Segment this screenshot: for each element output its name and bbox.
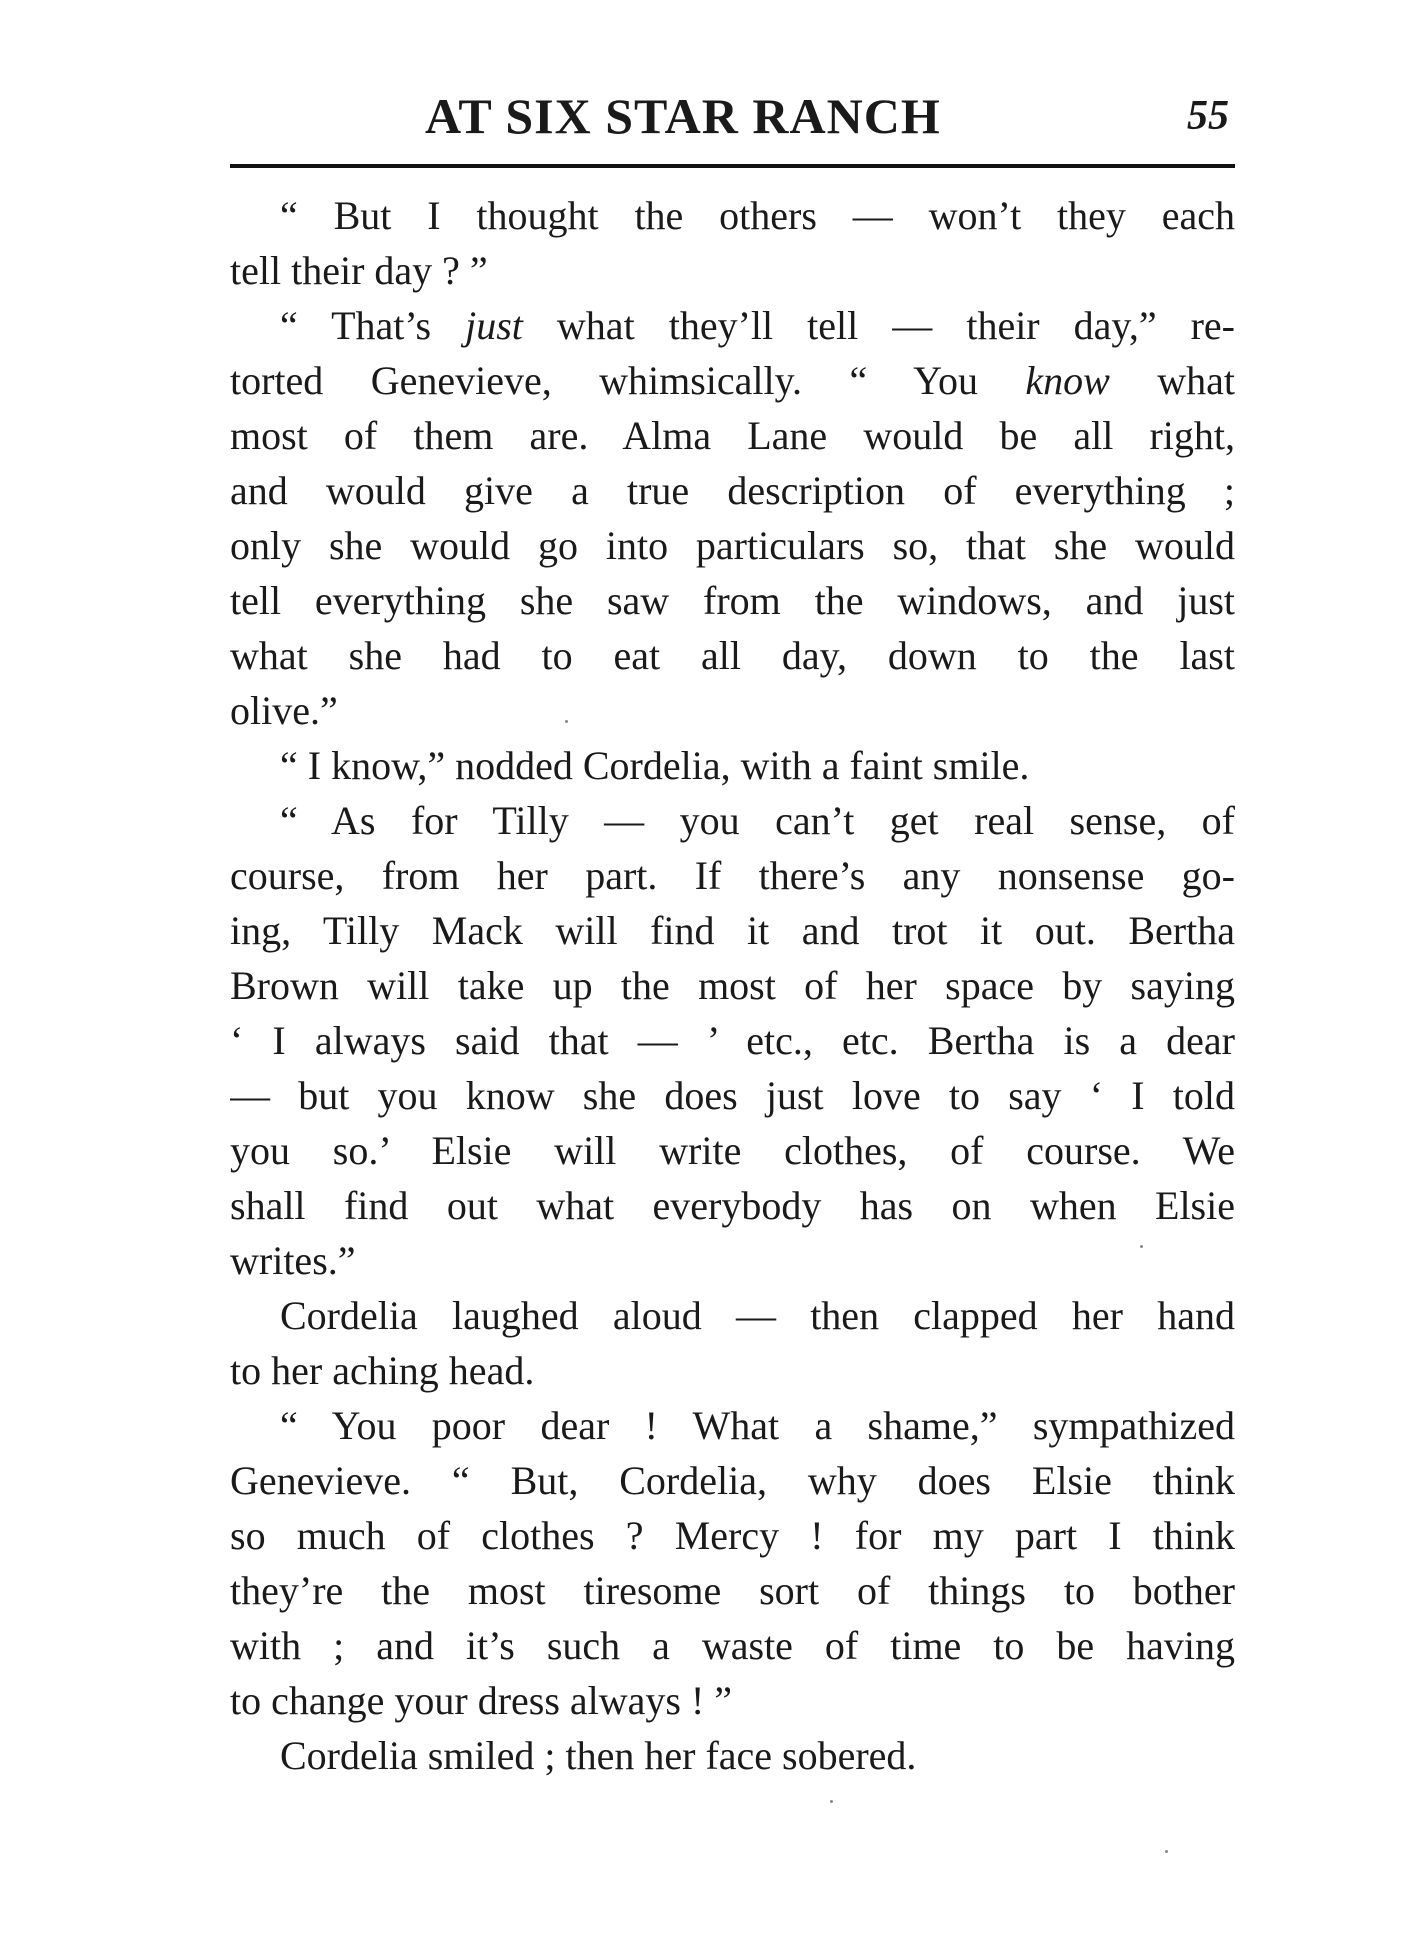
- text-line: and would give a true description of everything ;: [230, 468, 1235, 513]
- text-line: Brown will take up the most of her space by saying: [230, 963, 1235, 1008]
- text-line: with ; and it’s such a waste of time to be having: [230, 1623, 1235, 1668]
- text-line: only she would go into particulars so, that she would: [230, 523, 1235, 568]
- text-line: “ But I thought the others — won’t they each: [280, 193, 1235, 238]
- text-line: Genevieve. “ But, Cordelia, why does Elsie think: [230, 1458, 1235, 1503]
- text-line: “ As for Tilly — you can’t get real sense, of: [280, 798, 1235, 843]
- text-line: tell their day ? ”: [230, 248, 488, 293]
- text-line: Cordelia laughed aloud — then clapped her hand: [280, 1293, 1235, 1338]
- text-line: course, from her part. If there’s any nonsense go-: [230, 853, 1235, 898]
- header-rule: [230, 164, 1235, 168]
- text-line: so much of clothes ? Mercy ! for my part I think: [230, 1513, 1235, 1558]
- text-line: to her aching head.: [230, 1348, 535, 1393]
- paper-speck: [830, 1800, 833, 1803]
- text-line: “ That’s just what they’ll tell — their day,” re-: [280, 303, 1235, 348]
- text-line: ‘ I always said that — ’ etc., etc. Bertha is a dear: [230, 1018, 1235, 1063]
- text-line: torted Genevieve, whimsically. “ You know what: [230, 358, 1235, 403]
- text-line: Cordelia smiled ; then her face sobered.: [280, 1733, 917, 1778]
- paper-speck: [565, 720, 568, 723]
- running-title: AT SIX STAR RANCH: [425, 88, 941, 144]
- paper-speck: [1140, 1245, 1143, 1248]
- text-line: to change your dress always ! ”: [230, 1678, 733, 1723]
- page-header: [230, 86, 1235, 146]
- text-line: they’re the most tiresome sort of things to bother: [230, 1568, 1235, 1613]
- paper-speck: [1165, 1850, 1168, 1853]
- page-number: 55: [1187, 93, 1229, 139]
- text-line: olive.”: [230, 688, 338, 733]
- text-line: you so.’ Elsie will write clothes, of course. We: [230, 1128, 1235, 1173]
- text-line: writes.”: [230, 1238, 356, 1283]
- body-text: [230, 188, 1235, 1783]
- text-line: most of them are. Alma Lane would be all right,: [230, 413, 1235, 458]
- text-line: ing, Tilly Mack will find it and trot it out. Bertha: [230, 908, 1235, 953]
- text-line: “ You poor dear ! What a shame,” sympathized: [280, 1403, 1235, 1448]
- text-line: what she had to eat all day, down to the last: [230, 633, 1235, 678]
- text-line: tell everything she saw from the windows, and just: [230, 578, 1235, 623]
- text-line: — but you know she does just love to say ‘ I told: [230, 1073, 1235, 1118]
- text-line: shall find out what everybody has on when Elsie: [230, 1183, 1235, 1228]
- text-line: “ I know,” nodded Cordelia, with a faint smile.: [280, 743, 1030, 788]
